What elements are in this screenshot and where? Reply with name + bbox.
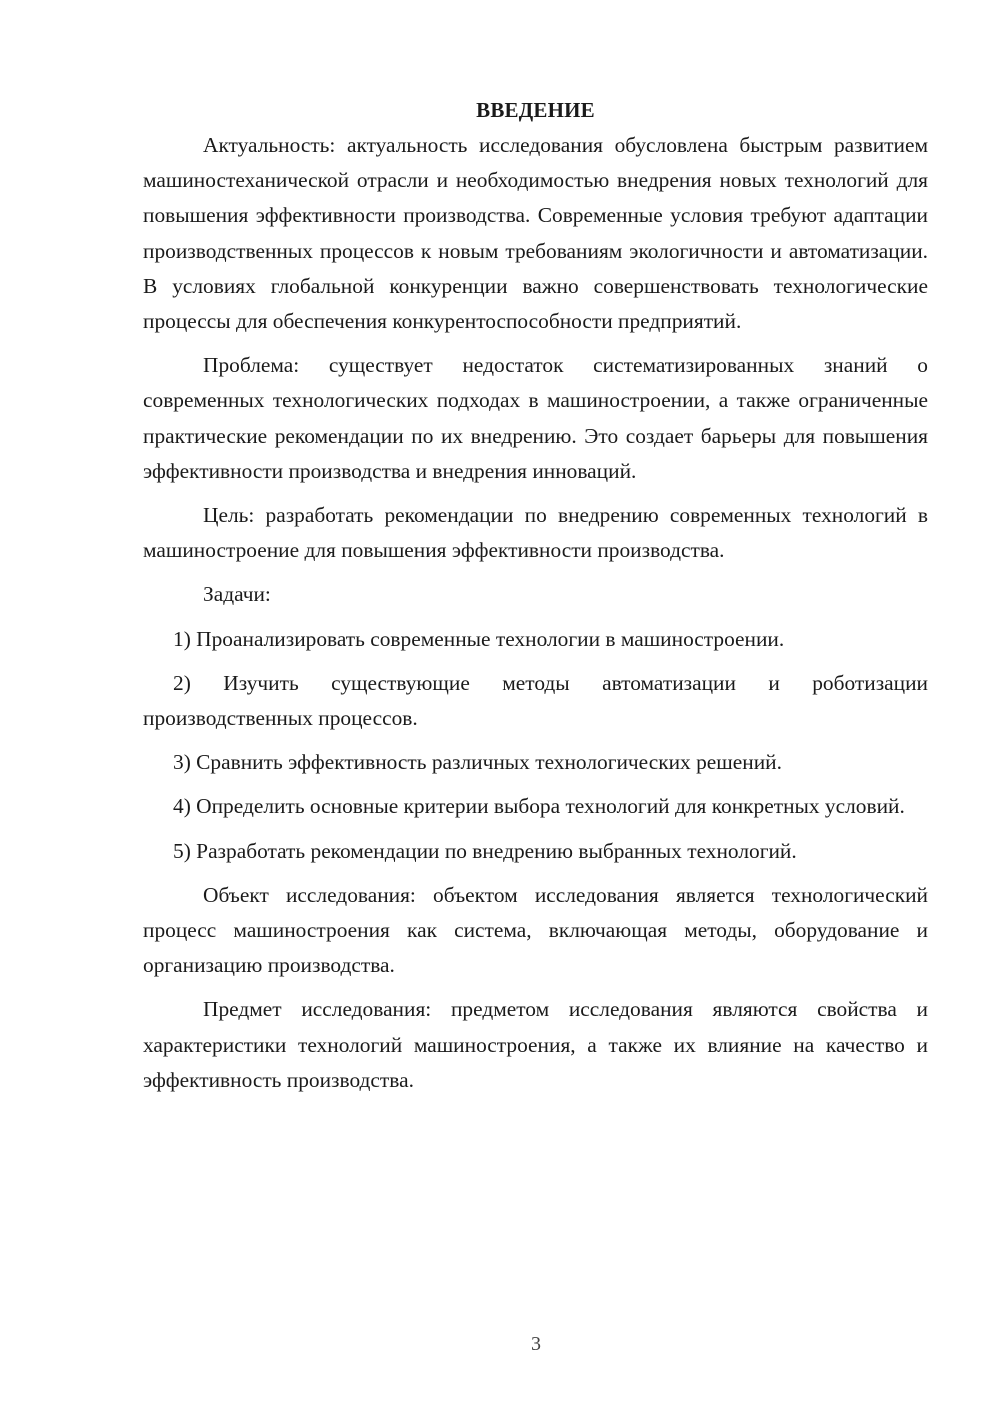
task-item: 3) Сравнить эффективность различных технологических решений. bbox=[173, 750, 782, 775]
problem-paragraph: Проблема: существует недостаток систематизированных знаний о современных технологических подходах в машиностроении, а также ограниченные практические рекомендации по их внедрению. Это создает барьеры для повышения эффективности производства и внедрения инноваций. bbox=[143, 353, 928, 483]
object-paragraph: Объект исследования: объектом исследования является технологический процесс машиностроения как система, включающая методы, оборудование и организацию производства. bbox=[143, 882, 928, 978]
relevance-paragraph: Актуальность: актуальность исследования обусловлена быстрым развитием машиностеханической отрасли и необходимостью внедрения новых технологий для повышения эффективности производства. Современные условия требуют адаптации производственных процессов к новым требованиям экологичности и автоматизации. В условиях глобальной конкуренции важно совершенствовать технологические процессы для обеспечения конкурентоспособности предприятий. bbox=[143, 133, 928, 334]
task-item: 4) Определить основные критерии выбора технологий для конкретных условий. bbox=[173, 794, 905, 819]
subject-paragraph: Предмет исследования: предметом исследования являются свойства и характеристики технологий машиностроения, а также их влияние на качество и эффективность производства. bbox=[143, 997, 928, 1092]
task-item: 1) Проанализировать современные технологии в машиностроении. bbox=[173, 626, 785, 651]
page-title: ВВЕДЕНИЕ bbox=[476, 98, 595, 122]
task-item: 2) Изучить существующие методы автоматизации и роботизации производственных процессов. bbox=[143, 670, 928, 731]
page-number: 3 bbox=[531, 1333, 541, 1355]
document-page bbox=[143, 92, 928, 1098]
task-item: 5) Разработать рекомендации по внедрению выбранных технологий. bbox=[173, 838, 797, 863]
tasks-heading: Задачи: bbox=[203, 582, 271, 607]
goal-paragraph: Цель: разработать рекомендации по внедрению современных технологий в машиностроение для повышения эффективности производства. bbox=[143, 503, 928, 563]
